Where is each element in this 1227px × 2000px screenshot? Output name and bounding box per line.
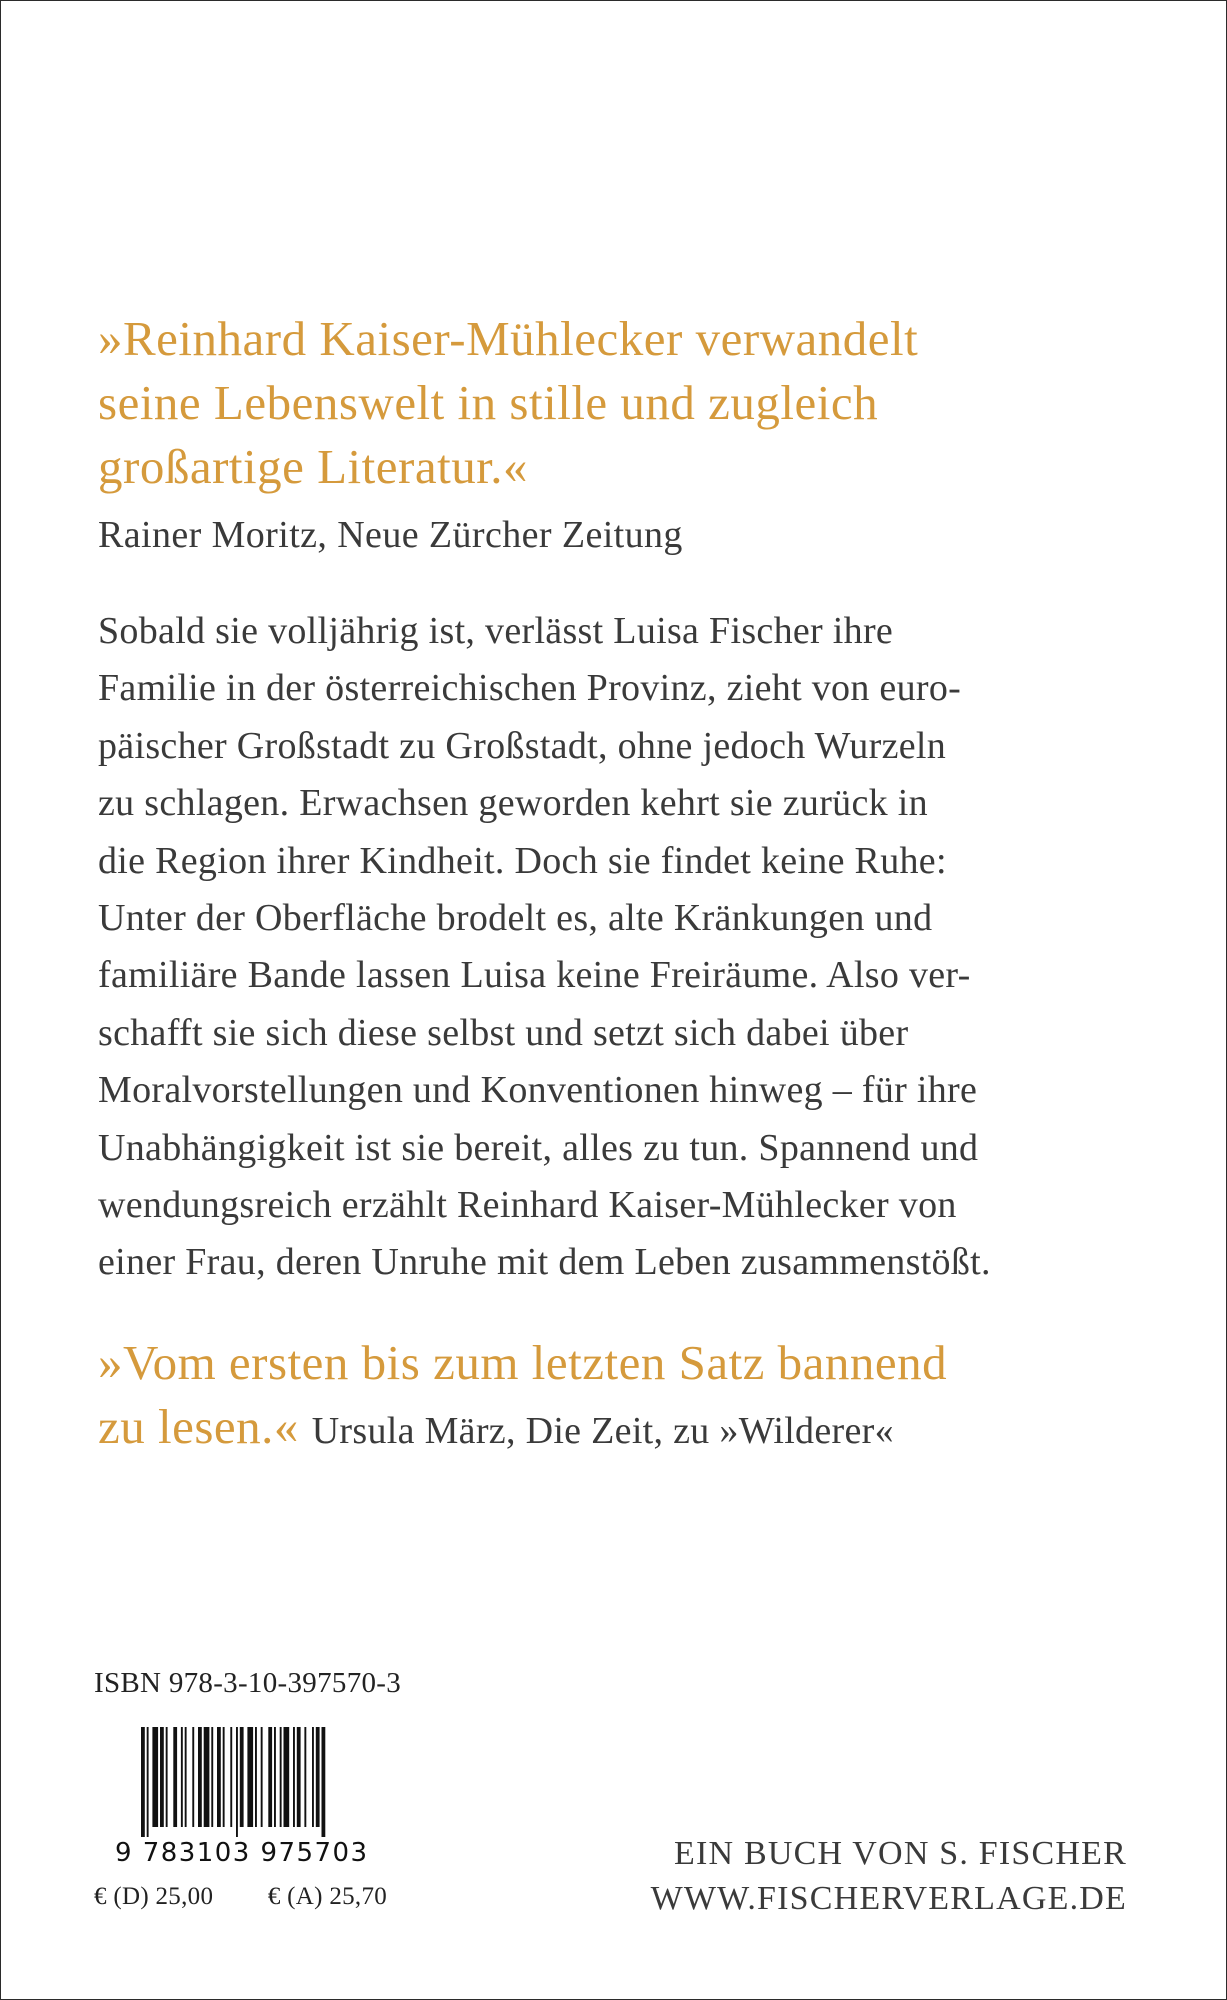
barcode-bar <box>236 1727 238 1837</box>
press-quote-2-line: zu lesen.« <box>98 1399 299 1454</box>
barcode-bar <box>192 1727 194 1827</box>
blurb-line: Unter der Oberfläche brodelt es, alte Kränkungen und <box>98 897 933 940</box>
press-quote-1-line: seine Lebenswelt in stille und zugleich <box>98 375 879 430</box>
barcode-bar <box>312 1727 314 1827</box>
barcode-bar <box>147 1727 149 1837</box>
press-quote-1-line: »Reinhard Kaiser-Mühlecker verwandelt <box>98 311 919 366</box>
barcode-bar <box>297 1727 301 1827</box>
barcode-bar <box>173 1727 177 1827</box>
barcode-bar <box>223 1727 225 1827</box>
blurb-line: zu schlagen. Erwachsen geworden kehrt sie zurück in <box>98 782 928 825</box>
publisher-name: EIN BUCH VON S. FISCHER <box>674 1835 1127 1872</box>
blurb-line: familiäre Bande lassen Luisa keine Freiräume. Also ver- <box>98 954 971 997</box>
barcode-bar <box>141 1727 145 1837</box>
blurb-line: einer Frau, deren Unruhe mit dem Leben zusammenstößt. <box>98 1241 991 1284</box>
publisher-website: WWW.FISCHERVERLAGE.DE <box>650 1880 1127 1917</box>
barcode-bar <box>284 1727 290 1827</box>
publisher-info <box>651 1831 1127 1921</box>
barcode-bar <box>280 1727 282 1827</box>
barcode-bar <box>255 1727 257 1827</box>
barcode-bar <box>217 1727 221 1827</box>
press-quote-2-attribution: Ursula März, Die Zeit, zu »Wilderer« <box>311 1410 894 1452</box>
blurb-line: Familie in der österreichischen Provinz, zieht von euro- <box>98 667 962 710</box>
barcode-bar <box>166 1727 168 1827</box>
barcode-bar <box>247 1727 253 1827</box>
barcode-bar <box>293 1727 295 1827</box>
press-quote-1-line: großartige Literatur.« <box>98 439 529 494</box>
blurb-line: Unabhängigkeit ist sie bereit, alles zu tun. Spannend und <box>98 1126 979 1169</box>
press-quote-2 <box>98 1331 1178 1463</box>
barcode-bar <box>230 1727 232 1827</box>
barcode-bar <box>181 1727 183 1827</box>
barcode-bar <box>185 1727 187 1827</box>
blurb-line: die Region ihrer Kindheit. Doch sie findet keine Ruhe: <box>98 839 947 882</box>
press-quote-1 <box>98 307 1158 499</box>
barcode-bar <box>211 1727 213 1827</box>
press-quote-1-attribution: Rainer Moritz, Neue Zürcher Zeitung <box>98 514 683 556</box>
barcode-bar <box>261 1727 263 1827</box>
barcode-bar <box>322 1727 326 1837</box>
barcode-bar <box>316 1727 320 1827</box>
barcode-bar <box>240 1727 244 1827</box>
barcode-bar <box>152 1727 158 1827</box>
blurb-text <box>98 603 1148 1292</box>
barcode-bar <box>204 1727 210 1827</box>
price-austria: € (A) 25,70 <box>267 1883 388 1910</box>
barcode-bar <box>198 1727 202 1827</box>
blurb-line: Sobald sie volljährig ist, verlässt Luisa Fischer ihre <box>98 610 894 652</box>
isbn-number: ISBN 978-3-10-397570-3 <box>94 1667 402 1699</box>
barcode-icon <box>113 1725 373 1865</box>
barcode-bar <box>160 1727 164 1827</box>
prices <box>94 1883 387 1911</box>
barcode-digits: 9 783103 975703 <box>115 1838 367 1865</box>
press-quote-2-line: »Vom ersten bis zum letzten Satz bannend <box>98 1335 948 1390</box>
blurb-line: schafft sie sich diese selbst und setzt sich dabei über <box>98 1011 909 1054</box>
barcode-bar <box>304 1727 306 1827</box>
blurb-line: Moralvorstellungen und Konventionen hinweg – für ihre <box>98 1069 978 1112</box>
price-germany: € (D) 25,00 <box>94 1883 214 1910</box>
barcode-bar <box>274 1727 276 1827</box>
blurb-line: päischer Großstadt zu Großstadt, ohne jedoch Wurzeln <box>98 724 947 767</box>
barcode-bar <box>268 1727 272 1827</box>
blurb-line: wendungsreich erzählt Reinhard Kaiser-Mühlecker von <box>98 1184 957 1227</box>
